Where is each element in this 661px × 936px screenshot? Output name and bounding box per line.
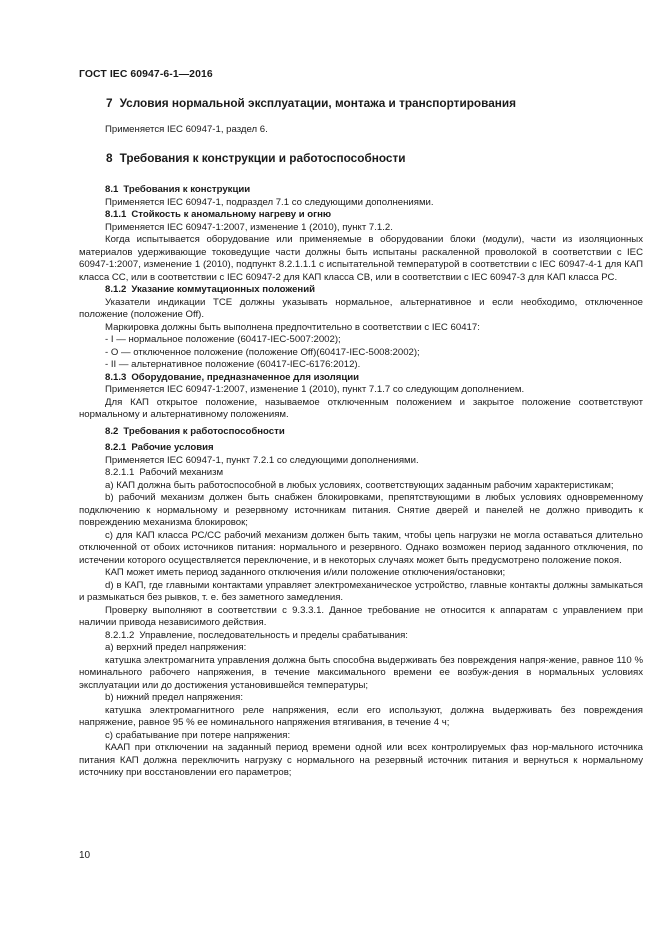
subsection-8-2-1-1-title: Рабочий механизм bbox=[139, 467, 224, 478]
paragraph: Когда испытывается оборудование или применяемые в оборудовании блоки (модули), части из изоляционных материалов удерживающие токоведущие части должны быть испытаны раскаленной проволокой в соответствии с IEC 60947-1:2007, изменение 1 (2010), подпункт 8.2.1.1.1 с испытательной температурой в соответствии с IEC 60947-4-1 для КАП класса СС, или в соответствии с IEC 60947-2 для КАП класса СВ, или в соответствии с IEC 60947-3 для КАП класса РС. bbox=[79, 234, 643, 283]
list-item: с) для КАП класса РС/СС рабочий механизм должен быть таким, чтобы цепь нагрузки не могла оставаться длительно отключенной от обоих источников питания: нормального и резервного. Однако возможен период заданного отключения, по истечении которого осуществляется переключение, и в некоторых случаях может быть предусмотрено положение покоя. bbox=[79, 529, 643, 566]
subsection-8-2-number: 8.2 bbox=[105, 425, 119, 437]
list-item: b) нижний предел напряжения: bbox=[105, 692, 244, 703]
subsection-8-1-1-number: 8.1.1 bbox=[105, 209, 127, 220]
section-7-title: Условия нормальной эксплуатации, монтажа и транспортирования bbox=[119, 96, 517, 110]
section-8-body bbox=[79, 184, 643, 780]
section-7-heading bbox=[106, 96, 516, 110]
subsection-8-1-1-heading bbox=[79, 209, 643, 222]
section-8-title: Требования к конструкции и работоспособности bbox=[119, 151, 406, 165]
subsection-8-1-2-title: Указание коммутационных положений bbox=[131, 284, 315, 295]
paragraph: катушка электромагнитного реле напряжения, если его используют, должна выдерживать без повреждения напряжение, равное 95 % ее номинального напряжения втягивания, в течение 4 ч; bbox=[79, 704, 643, 728]
list-item: - I — нормальное положение (60417-IEC-5007:2002); bbox=[105, 334, 341, 345]
subsection-8-1-title: Требования к конструкции bbox=[123, 184, 251, 195]
list-item: d) в КАП, где главными контактами управляет электромеханическое устройство, главные контакты должны замыкаться и размыкаться без рывков, т. е. без заметного замедления. bbox=[79, 579, 643, 603]
subsection-8-2-1-1-heading bbox=[79, 467, 643, 480]
subsection-8-1-2-heading bbox=[79, 284, 643, 297]
subsection-8-1-3-heading bbox=[79, 372, 643, 385]
subsection-8-2-1-1-number: 8.2.1.1 bbox=[105, 467, 135, 478]
paragraph: Указатели индикации ТСЕ должны указывать нормальное, альтернативное и если необходимо, отключенное положение (положение Off). bbox=[79, 296, 643, 320]
paragraph: КААП при отключении на заданный период времени одной или всех контролируемых фаз нор-мального источника питания КАП должна переключить нагрузку с нормального на резервный источник питания и вернуться к нормальному источнику при восстановлении его параметров; bbox=[79, 742, 643, 778]
subsection-8-1-3-title: Оборудование, предназначенное для изоляции bbox=[131, 371, 360, 383]
list-item: b) рабочий механизм должен быть снабжен блокировками, препятствующими в любых условиях одновременному подключению к нормальному и резервному источникам питания. Снятие дверей и панелей не должно приводить к повреждению механизма блокировок; bbox=[79, 492, 643, 528]
subsection-8-1-3-number: 8.1.3 bbox=[105, 371, 127, 383]
section-7-number: 7 bbox=[106, 96, 113, 110]
subsection-8-1-1-title: Стойкость к аномальному нагреву и огню bbox=[131, 209, 332, 220]
page-number: 10 bbox=[79, 850, 91, 861]
paragraph: Проверку выполняют в соответствии с 9.3.3.1. Данное требование не относится к аппаратам с управлением при наличии привода независимого действия. bbox=[79, 604, 643, 628]
subsection-8-1-number: 8.1 bbox=[105, 184, 119, 195]
subsection-8-1-2-number: 8.1.2 bbox=[105, 284, 127, 295]
list-item: а) КАП должна быть работоспособной в любых условиях, соответствующих заданным рабочим характеристикам; bbox=[105, 479, 614, 491]
subsection-8-2-heading bbox=[79, 426, 643, 439]
subsection-8-2-1-title: Рабочие условия bbox=[131, 442, 214, 453]
list-item: - II — альтернативное положение (60417-IEC-6176:2012). bbox=[105, 359, 361, 370]
subsection-8-2-1-2-number: 8.2.1.2 bbox=[105, 629, 135, 641]
paragraph: КАП может иметь период заданного отключения и/или положение отключения/остановки; bbox=[105, 567, 506, 578]
section-7-text: Применяется IEC 60947-1, раздел 6. bbox=[105, 124, 268, 135]
paragraph: Применяется IEC 60947-1, подраздел 7.1 со следующими дополнениями. bbox=[105, 196, 434, 208]
list-item: с) срабатывание при потере напряжения: bbox=[105, 729, 291, 741]
paragraph: Применяется IEC 60947-1:2007, изменение 1 (2010), пункт 7.1.7 со следующим дополнением. bbox=[105, 384, 525, 395]
subsection-8-2-1-heading bbox=[79, 442, 643, 455]
paragraph: Применяется IEC 60947-1, пункт 7.2.1 со следующими дополнениями. bbox=[105, 454, 419, 466]
subsection-8-2-1-2-title: Управление, последовательность и пределы срабатывания: bbox=[139, 629, 408, 641]
paragraph: Для КАП открытое положение, называемое отключенным положением и закрытое положение соответствуют нормальному и альтернативному положениям. bbox=[79, 396, 643, 420]
section-7-body bbox=[79, 124, 643, 137]
document-header: ГОСТ IEC 60947-6-1—2016 bbox=[79, 69, 213, 80]
subsection-8-2-1-2-heading bbox=[79, 630, 643, 643]
list-item: - O — отключенное положение (положение Off)(60417-IEC-5008:2002); bbox=[105, 346, 420, 358]
section-8-number: 8 bbox=[106, 151, 113, 165]
subsection-8-1-heading bbox=[79, 184, 643, 197]
subsection-8-2-title: Требования к работоспособности bbox=[123, 425, 285, 437]
subsection-8-2-1-number: 8.2.1 bbox=[105, 442, 127, 453]
section-8-heading bbox=[106, 151, 406, 165]
paragraph: Применяется IEC 60947-1:2007, изменение 1 (2010), пункт 7.1.2. bbox=[105, 221, 393, 233]
list-item: а) верхний предел напряжения: bbox=[105, 642, 247, 653]
paragraph: катушка электромагнита управления должна быть способна выдерживать без повреждения напря-жение, равное 110 % номинального рабочего напряжения, в течение максимального времени ее возбуж-дения в нормальных условиях эксплуатации или до достижения установившейся температуры; bbox=[79, 654, 643, 691]
paragraph: Маркировка должны быть выполнена предпочтительно в соответствии с IEC 60417: bbox=[105, 321, 480, 333]
